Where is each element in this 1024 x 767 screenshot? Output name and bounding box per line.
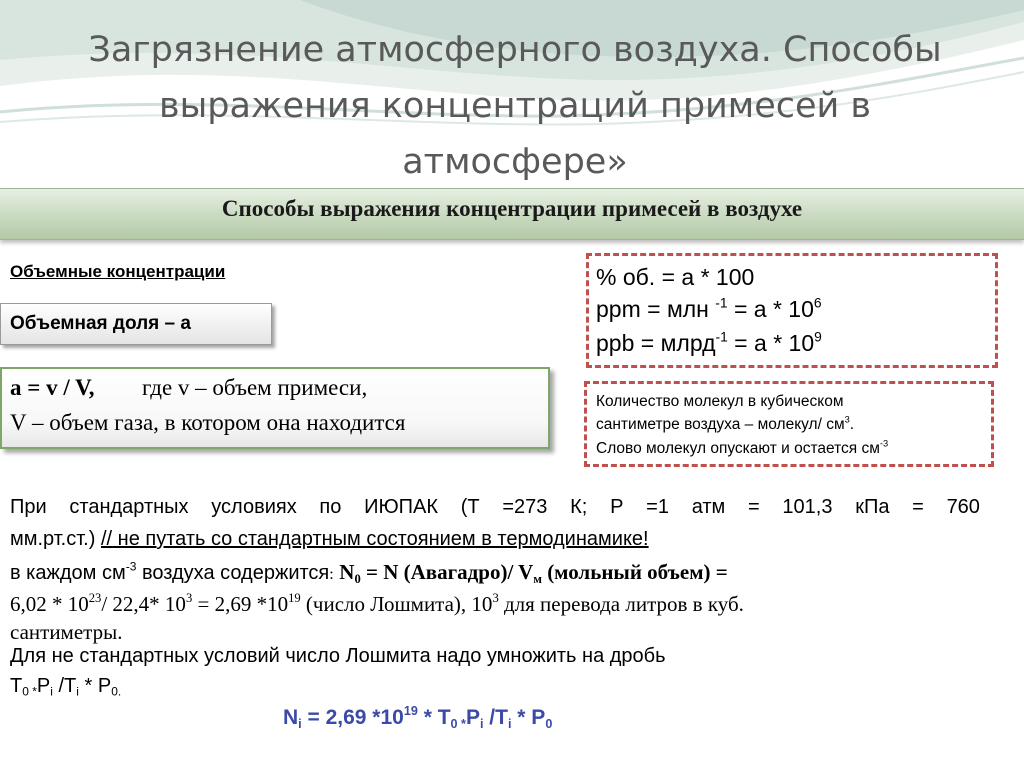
final-n-sub: i [298, 716, 302, 731]
paragraph-line-3 [10, 560, 980, 585]
final-p0-sub: 0 [545, 716, 553, 731]
p7-p: Р [36, 675, 51, 697]
p1-word: Р [610, 496, 624, 518]
p1-word: по [319, 496, 342, 518]
molecules-line-2-sup: 3 [844, 414, 850, 425]
molecules-line-2-text: сантиметре воздуха – молекул/ см [596, 416, 845, 433]
title-line-1: Загрязнение атмосферного воздуха. Способы [88, 30, 942, 70]
p4-exp2: 3 [185, 591, 193, 606]
p1-word: (Т [460, 496, 480, 518]
molecules-line-3 [596, 440, 888, 458]
p4-exp3: 19 [288, 591, 301, 606]
p1-word: атм [691, 496, 726, 518]
ppm-line-percent: % об. = а * 100 [596, 264, 755, 290]
paragraph-line-2 [10, 528, 980, 551]
final-formula [283, 706, 552, 730]
p1-word: =273 [502, 496, 548, 518]
p7-end: * Р [78, 675, 112, 697]
molecules-line-2-end: . [849, 416, 855, 433]
slide-title [40, 22, 990, 190]
p1-word: кПа [855, 496, 890, 518]
title-line-2: выражения концентраций примесей в [158, 86, 872, 126]
final-b: = 2,69 *10 [301, 706, 404, 729]
ppb-exp: 9 [814, 329, 822, 345]
paragraph-line-5: сантиметры. [10, 620, 123, 644]
p3-n-sub: 0 [354, 571, 361, 586]
p7-t: Т [10, 675, 23, 697]
p3-colon: : [329, 566, 334, 583]
ppb-sup: -1 [715, 329, 728, 345]
paragraph-line-1 [10, 496, 980, 519]
molecules-line-1: Количество молекул в кубическом [596, 393, 844, 410]
p4-a: 6,02 * 10 [10, 592, 89, 616]
p7-t-sub: 0 * [22, 684, 37, 699]
p3-n: N [339, 560, 355, 584]
p1-word: К; [570, 496, 588, 518]
ppm-line-ppm [596, 296, 822, 323]
p1-word: 760 [946, 496, 980, 518]
p3-vm-sub: м [533, 571, 542, 586]
p1-word: =1 [646, 496, 669, 518]
subtitle: Способы выражения концентрации примесей в воздухе [221, 196, 803, 221]
ppm-line-ppb [596, 330, 822, 357]
p4-b: / 22,4* 10 [101, 592, 186, 616]
paragraph-line-6: Для не стандартных условий число Лошмита надо умножить на дробь [10, 645, 666, 667]
final-n: N [283, 706, 299, 729]
p3-text-2: воздуха содержится [136, 562, 330, 584]
p1-word: стандартных [69, 496, 189, 518]
paragraph-line-7 [10, 675, 980, 698]
formula-line-2: V – объем газа, в котором она находится [10, 410, 406, 435]
final-ti-sub: i [507, 716, 512, 731]
p4-exp4: 3 [492, 591, 499, 606]
p1-word: = [748, 496, 760, 518]
p7-mid: /Т [52, 675, 77, 697]
p7-ti-sub: i [76, 684, 79, 699]
final-p: Р [465, 706, 480, 729]
p2-warning: не путать со стандартным состоянием в термодинамике! [112, 528, 649, 550]
molecules-line-3-text: Слово молекул опускают и остается см [596, 440, 880, 457]
p7-p-sub: i [50, 684, 53, 699]
final-c: * Т [417, 706, 451, 729]
p2-slash: // [100, 528, 113, 550]
formula-where: где v – объем примеси, [141, 375, 368, 400]
p1-word: = [912, 496, 924, 518]
p1-word: ИЮПАК [364, 496, 439, 518]
formula-line-1 [10, 375, 367, 401]
ppm-eq: = а * 10 [727, 296, 814, 322]
formula-a: а = v / V, [10, 375, 95, 400]
p4-exp1: 23 [88, 591, 102, 606]
molecules-line-3-sup: -3 [879, 438, 889, 449]
p3-sup: -3 [125, 559, 137, 574]
final-pi-sub: i [479, 716, 484, 731]
ppb-eq: = а * 10 [727, 330, 815, 356]
p3-eq: = N (Авагадро)/ V [360, 560, 534, 584]
final-exp: 19 [403, 704, 418, 719]
p4-c: = 2,69 *10 [192, 592, 289, 616]
p1-word: условиях [211, 496, 297, 518]
ppb-text: ppb = млрд [596, 330, 716, 356]
title-line-3: атмосфере» [402, 142, 628, 182]
paragraph-line-4 [10, 592, 980, 617]
p4-d: (число Лошмита), 10 [300, 592, 493, 616]
final-e: * Р [511, 706, 546, 729]
p7-p0-sub: 0. [111, 684, 122, 699]
final-d: /Т [483, 706, 508, 729]
volume-fraction-label: Объемная доля – а [10, 313, 191, 334]
p3-molar: (мольный объем) = [541, 560, 728, 584]
section-label-volume-concentrations: Объемные концентрации [10, 262, 226, 281]
p1-word: 101,3 [782, 496, 833, 518]
ppm-text: ppm = млн [596, 296, 716, 322]
p1-word: При [10, 496, 47, 518]
p3-formula [339, 560, 727, 584]
p2-units: мм.рт.ст.) [10, 528, 96, 550]
p3-text: в каждом см [10, 562, 126, 584]
ppm-exp: 6 [813, 295, 822, 311]
final-t0-sub: 0 * [450, 716, 466, 731]
ppm-sup: -1 [715, 295, 728, 311]
p4-e: для перевода литров в куб. [498, 592, 744, 616]
molecules-line-2 [596, 416, 854, 434]
